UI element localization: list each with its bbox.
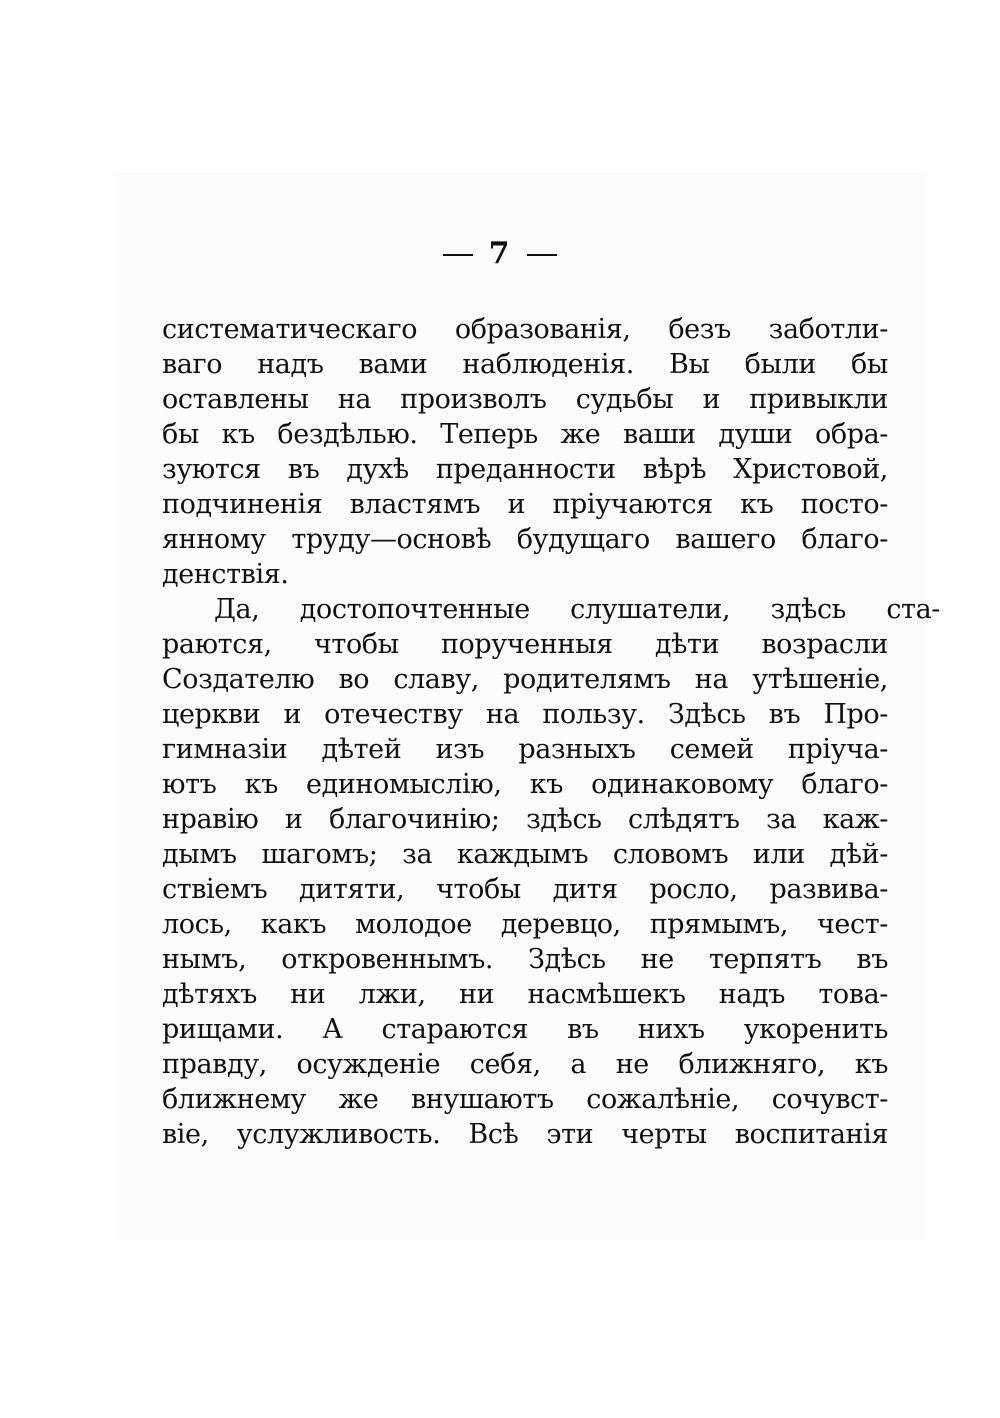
- body-text: [162, 312, 940, 1152]
- text-line: раются, чтобы порученныя дѣти возрасли: [162, 629, 888, 660]
- text-line: дѣтяхъ ни лжи, ни насмѣшекъ надъ това-: [162, 979, 888, 1010]
- paragraph-2: [162, 592, 940, 1152]
- paragraph-1: [162, 312, 888, 592]
- text-line: оставлены на произволъ судьбы и привыкли: [162, 384, 888, 415]
- text-line: систематическаго образованія, безъ заботли-: [162, 314, 888, 345]
- text-line: бы къ бездѣлью. Теперь же ваши души обра-: [162, 419, 888, 450]
- text-line: зуются въ духѣ преданности вѣрѣ Христовой,: [162, 454, 888, 485]
- text-line: денствія.: [162, 559, 289, 590]
- text-line: Да, достопочтенные слушатели, здѣсь ста-: [214, 594, 940, 625]
- text-line: рищами. А стараются въ нихъ укоренить: [162, 1014, 888, 1045]
- text-line: нравію и благочинію; здѣсь слѣдятъ за каж-: [162, 804, 888, 835]
- text-line: церкви и отечеству на пользу. Здѣсь въ Про-: [162, 699, 888, 730]
- text-line: дымъ шагомъ; за каждымъ словомъ или дѣй-: [162, 839, 888, 870]
- text-line: ютъ къ единомыслію, къ одинаковому благо-: [162, 769, 888, 800]
- text-line: лось, какъ молодое деревцо, прямымъ, чест-: [162, 909, 888, 940]
- text-line: віе, услужливость. Всѣ эти черты воспитанія: [162, 1119, 888, 1150]
- text-line: Создателю во славу, родителямъ на утѣшеніе,: [162, 664, 888, 695]
- text-line: ваго надъ вами наблюденія. Вы были бы: [162, 349, 888, 380]
- text-line: гимназіи дѣтей изъ разныхъ семей пріуча-: [162, 734, 888, 765]
- text-line: янному труду—основѣ будущаго вашего благо-: [162, 524, 888, 555]
- right-dash-ornament: [527, 254, 557, 256]
- text-line: подчиненія властямъ и пріучаются къ посто-: [162, 489, 888, 520]
- text-line: правду, осужденіе себя, а не ближняго, къ: [162, 1049, 888, 1080]
- text-line: ближнему же внушаютъ сожалѣніе, сочувст-: [162, 1084, 888, 1115]
- page-number-header: [0, 236, 1000, 272]
- page-number: 7: [488, 236, 512, 271]
- text-line: нымъ, откровеннымъ. Здѣсь не терпятъ въ: [162, 944, 888, 975]
- left-dash-ornament: [443, 254, 473, 256]
- text-line: ствіемъ дитяти, чтобы дитя росло, развива-: [162, 874, 888, 905]
